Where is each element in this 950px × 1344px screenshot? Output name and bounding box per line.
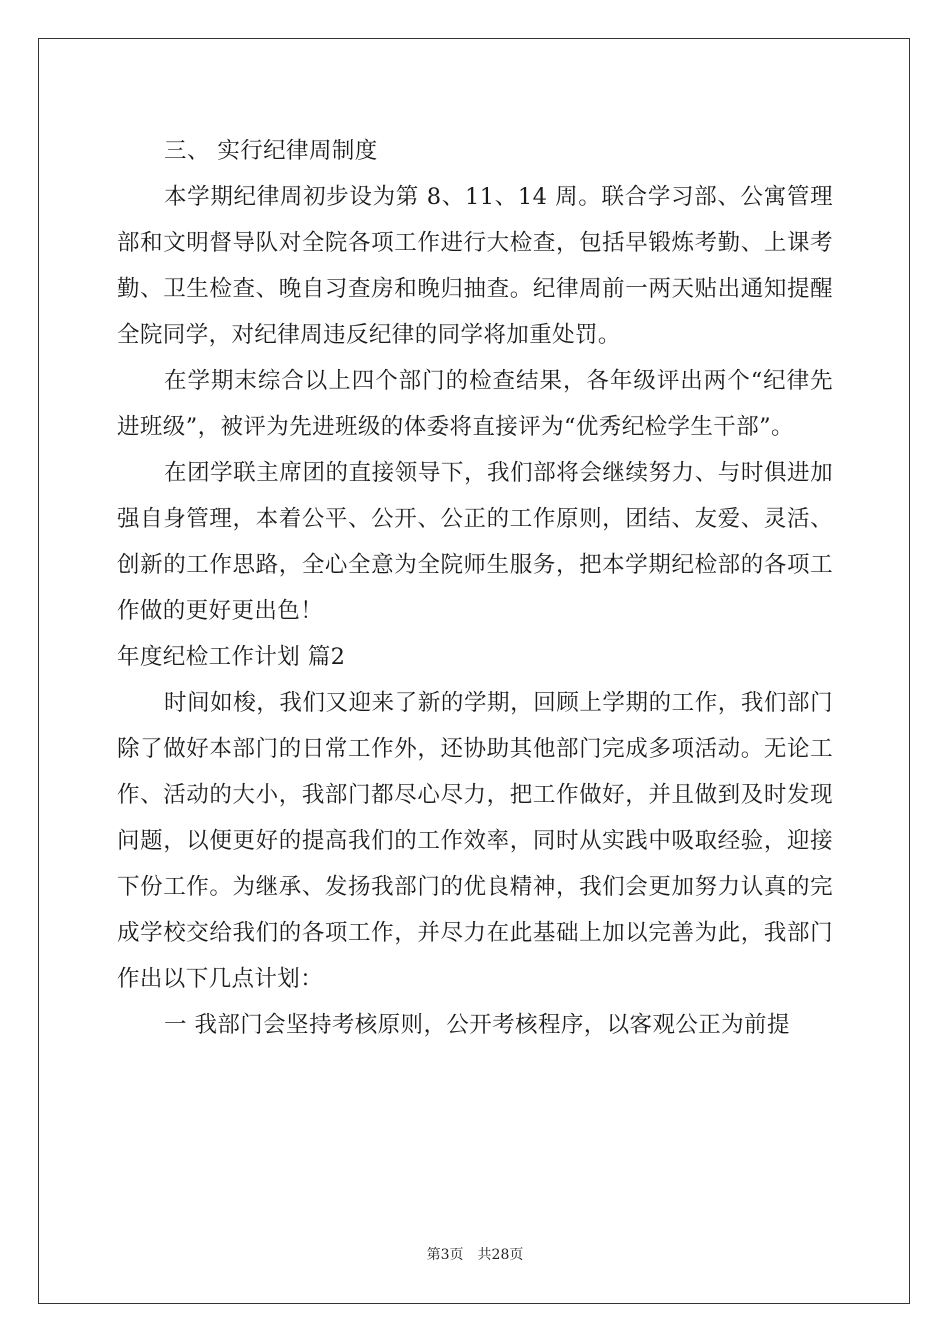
page-footer (0, 1244, 950, 1264)
section-title: 年度纪检工作计划 篇2 (117, 644, 346, 670)
item-three-heading: 三、 实行纪律周制度 (164, 138, 378, 164)
paragraph-plan-item-one: 一 我部门会坚持考核原则，公开考核程序，以客观公正为前提 (164, 1012, 790, 1038)
paragraph-leadership-commitment: 在团学联主席团的直接领导下，我们部将会继续努力、与时俱进加强自身管理，本着公平、公开、公正的工作原则，团结、友爱、灵活、创新的工作思路，全心全意为全院师生服务，把本学期纪检部的各项工作做的更好更出色！ (117, 460, 833, 624)
page-number: 第3页 (426, 1247, 464, 1263)
page-total: 共28页 (477, 1247, 524, 1263)
document-body (117, 128, 833, 1048)
paragraph-semester-evaluation: 在学期末综合以上四个部门的检查结果，各年级评出两个“纪律先进班级”，被评为先进班级的体委将直接评为“优秀纪检学生干部”。 (117, 368, 833, 440)
paragraph-new-semester: 时间如梭，我们又迎来了新的学期，回顾上学期的工作，我们部门除了做好本部门的日常工作外，还协助其他部门完成多项活动。无论工作、活动的大小，我部门都尽心尽力，把工作做好，并且做到及时发现问题，以便更好的提高我们的工作效率，同时从实践中吸取经验，迎接下份工作。为继承、发扬我部门的优良精神，我们会更加努力认真的完成学校交给我们的各项工作，并尽力在此基础上加以完善为此，我部门作出以下几点计划： (117, 690, 833, 992)
paragraph-discipline-week: 本学期纪律周初步设为第 8、11、14 周。联合学习部、公寓管理部和文明督导队对全院各项工作进行大检查，包括早锻炼考勤、上课考勤、卫生检查、晚自习查房和晚归抽查。纪律周前一两天贴出通知提醒全院同学，对纪律周违反纪律的同学将加重处罚。 (117, 184, 833, 348)
